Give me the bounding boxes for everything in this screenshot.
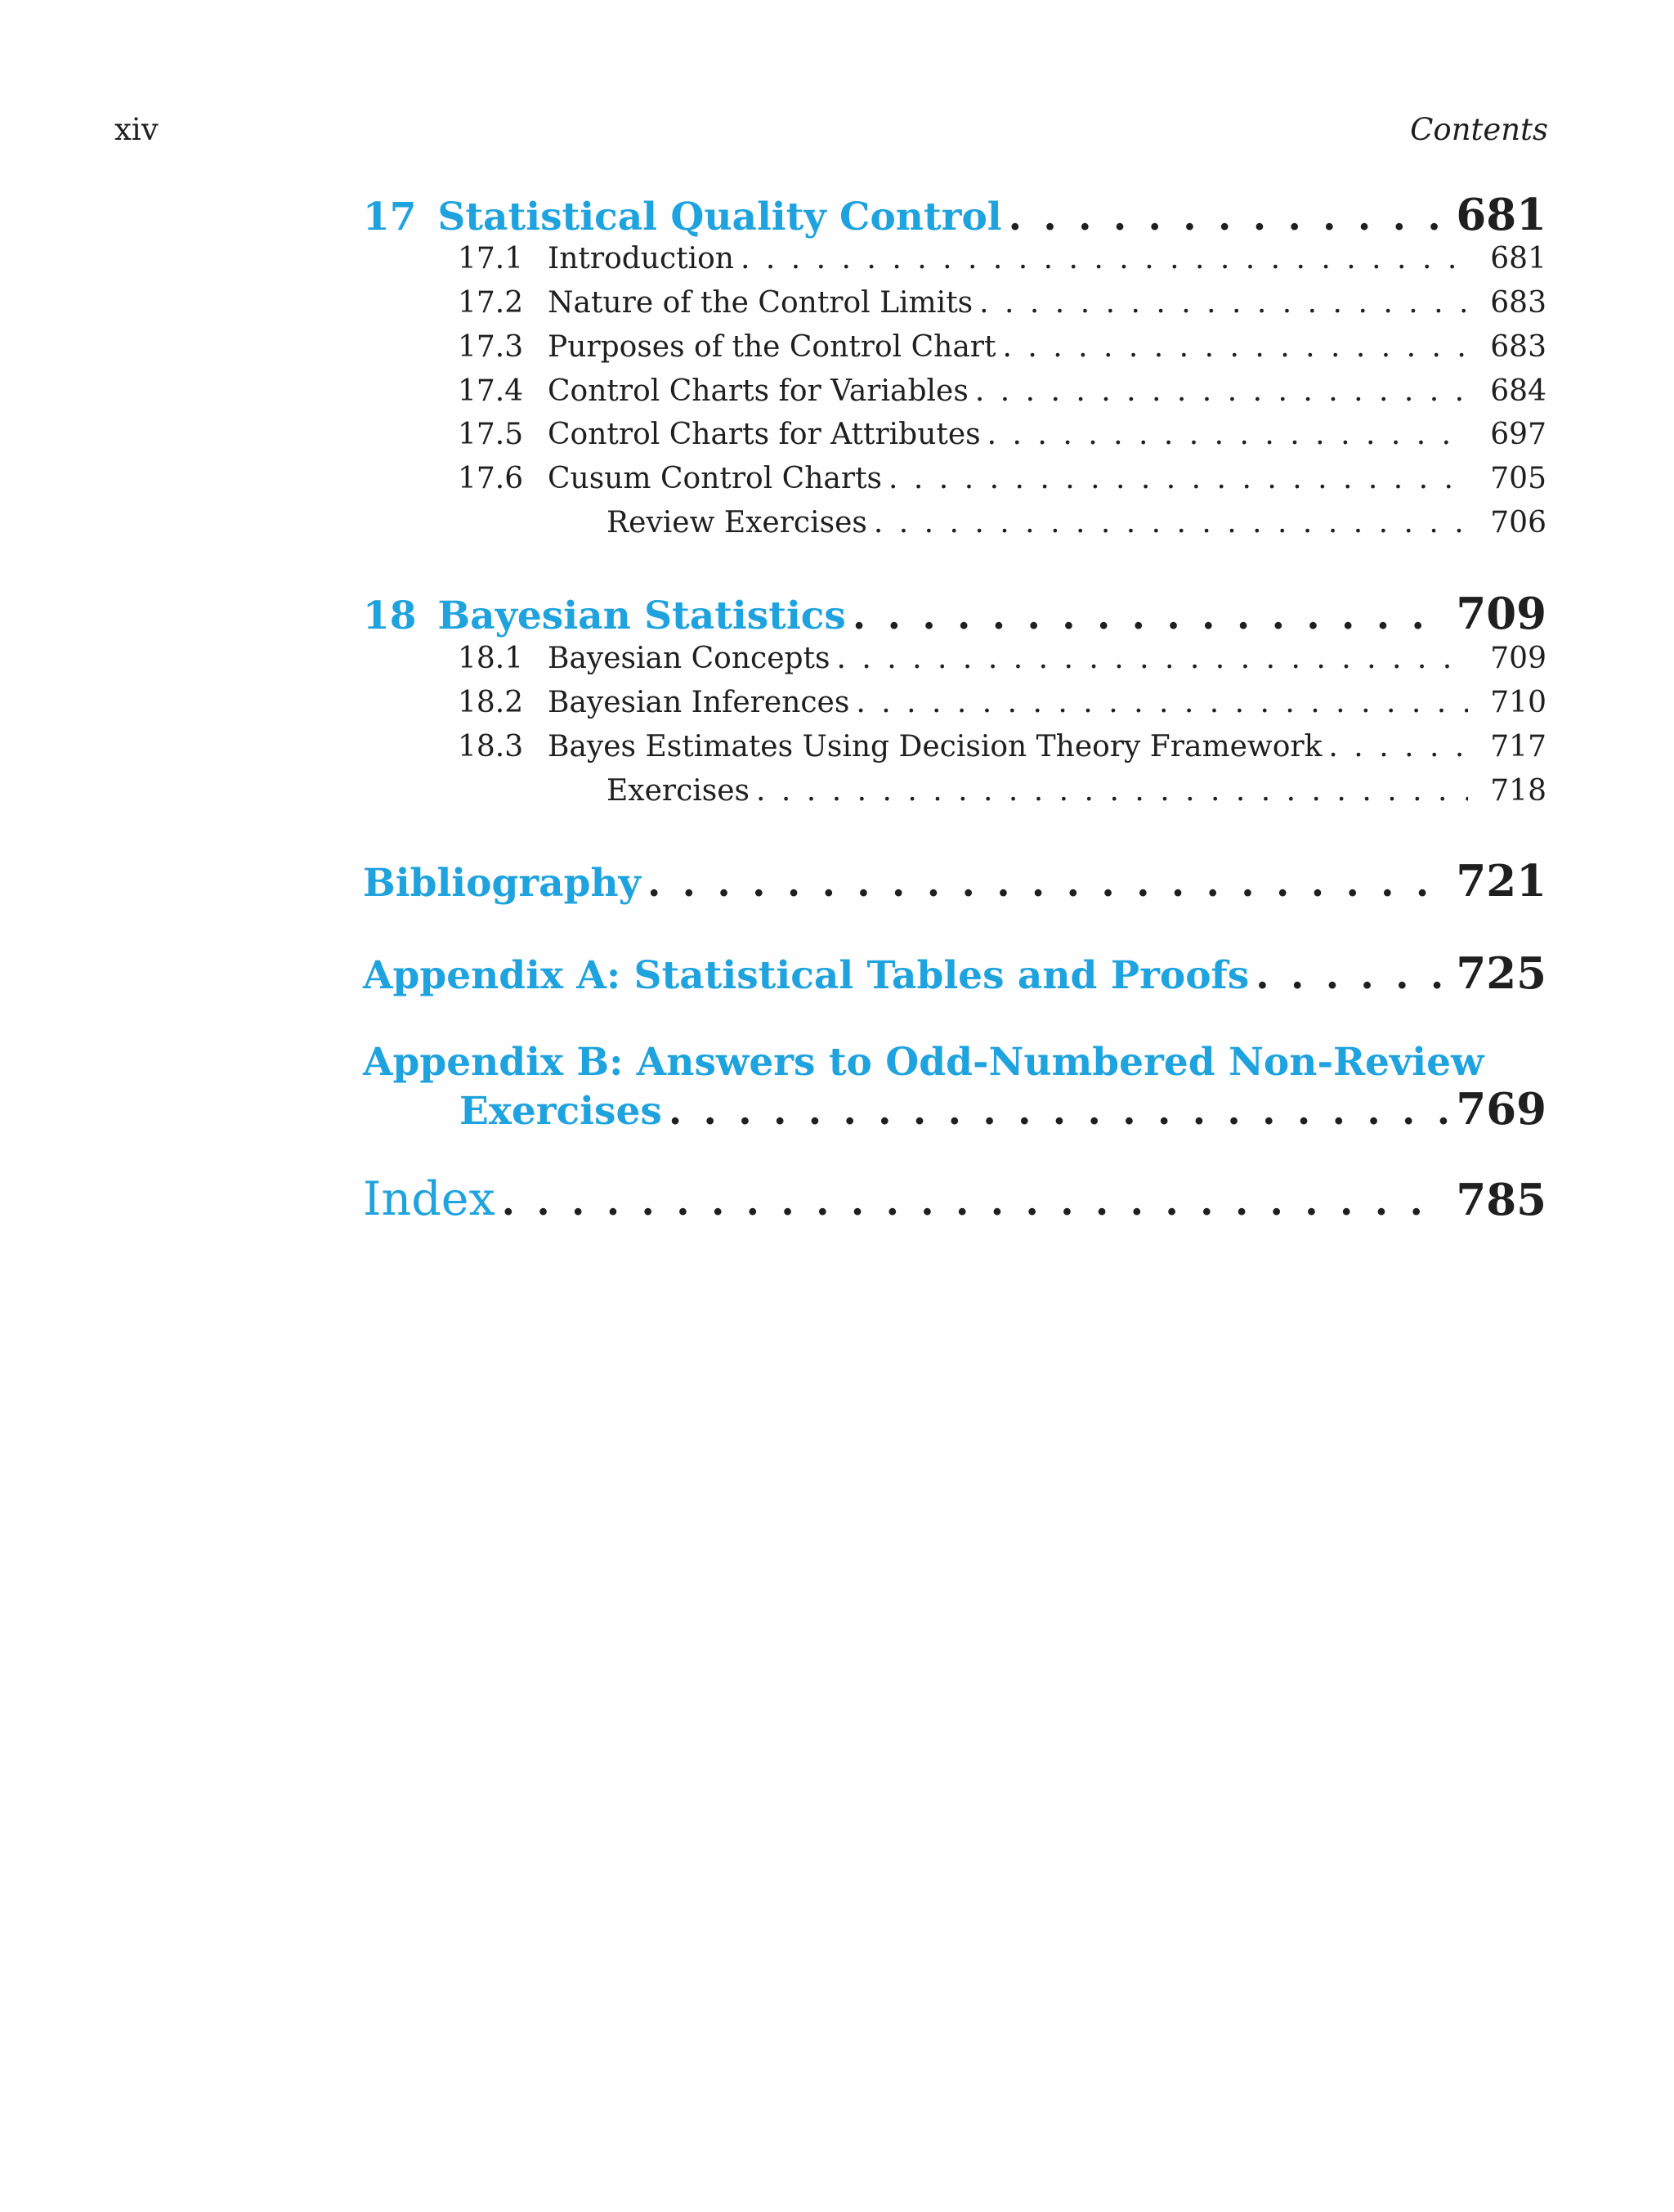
dot-leader <box>741 242 1468 275</box>
section-page: 697 <box>1490 418 1546 451</box>
running-title: Contents <box>1410 112 1548 147</box>
dot-leader <box>853 593 1448 638</box>
section-page: 681 <box>1490 242 1546 275</box>
chapter-page: 721 <box>1456 856 1546 907</box>
chapter-number: 18 <box>363 593 417 638</box>
chapter-title: Index <box>363 1172 495 1226</box>
section-page: 710 <box>1490 686 1546 719</box>
section-title: Bayesian Inferences <box>548 686 850 719</box>
section-page: 684 <box>1490 374 1546 408</box>
chapter-page: 725 <box>1456 948 1546 999</box>
section-page: 705 <box>1490 462 1546 495</box>
dot-leader <box>987 418 1468 451</box>
section-number: 17.1 <box>458 242 524 275</box>
section-title: Purposes of the Control Chart <box>548 330 996 364</box>
section-number: 18.3 <box>458 730 524 763</box>
dot-leader <box>856 686 1468 719</box>
chapter-page: 681 <box>1456 190 1546 240</box>
chapter-title: Bayesian Statistics <box>437 593 846 638</box>
toc-section-17-5[interactable] <box>363 418 1546 460</box>
page-number: xiv <box>114 112 159 147</box>
section-number: 17.6 <box>458 462 524 495</box>
dot-leader <box>647 861 1448 906</box>
section-title: Nature of the Control Limits <box>548 286 974 320</box>
chapter-page: 709 <box>1456 589 1546 639</box>
section-number: 17.2 <box>458 286 524 320</box>
section-title: Control Charts for Variables <box>548 374 969 408</box>
toc-section-18-3[interactable] <box>363 730 1546 772</box>
dot-leader <box>975 374 1468 408</box>
dot-leader <box>837 642 1469 675</box>
toc-appendix-a[interactable] <box>363 948 1546 1001</box>
chapter-title: Appendix A: Statistical Tables and Proofs <box>363 953 1250 998</box>
toc-section-17-4[interactable] <box>363 374 1546 417</box>
section-number: 17.4 <box>458 374 524 408</box>
section-page: 706 <box>1490 506 1546 540</box>
dot-leader <box>1328 730 1468 763</box>
section-page: 683 <box>1490 330 1546 364</box>
toc-bibliography[interactable] <box>363 856 1546 908</box>
toc-appendix-b[interactable] <box>363 1084 1546 1136</box>
chapter-title: Statistical Quality Control <box>437 195 1002 240</box>
chapter-page: 785 <box>1456 1175 1546 1225</box>
section-title: Bayes Estimates Using Decision Theory Framework <box>548 730 1323 763</box>
dot-leader <box>1009 195 1448 240</box>
chapter-number: 17 <box>363 195 417 240</box>
section-page: 717 <box>1490 730 1546 763</box>
section-title: Cusum Control Charts <box>548 462 883 495</box>
section-page: 709 <box>1490 642 1546 675</box>
toc-section-17-6[interactable] <box>363 462 1546 504</box>
toc-index[interactable] <box>363 1172 1546 1225</box>
dot-leader <box>888 462 1468 495</box>
toc-chapter-18[interactable] <box>363 589 1546 641</box>
section-title: Bayesian Concepts <box>548 642 830 675</box>
toc-exercises-18[interactable] <box>363 774 1546 817</box>
section-number: 18.2 <box>458 686 524 719</box>
toc-section-18-2[interactable] <box>363 686 1546 728</box>
dot-leader <box>669 1089 1448 1134</box>
section-page: 718 <box>1490 774 1546 808</box>
section-title: Review Exercises <box>606 506 867 540</box>
toc-section-17-2[interactable] <box>363 286 1546 329</box>
toc-chapter-17[interactable] <box>363 190 1546 242</box>
toc-appendix-b-title[interactable]: Appendix B: Answers to Odd-Numbered Non-Review <box>363 1040 1484 1085</box>
chapter-page: 769 <box>1456 1084 1546 1135</box>
toc-review-exercises-17[interactable] <box>363 506 1546 549</box>
chapter-title: Exercises <box>459 1089 662 1134</box>
section-number: 17.3 <box>458 330 524 364</box>
dot-leader <box>1002 330 1468 364</box>
section-title: Control Charts for Attributes <box>548 418 981 451</box>
dot-leader <box>1256 953 1448 998</box>
section-title: Introduction <box>548 242 734 275</box>
section-page: 683 <box>1490 286 1546 320</box>
section-title: Exercises <box>606 774 750 808</box>
toc-section-18-1[interactable] <box>363 642 1546 684</box>
section-number: 18.1 <box>458 642 524 675</box>
section-number: 17.5 <box>458 418 524 451</box>
dot-leader <box>874 506 1468 540</box>
toc-section-17-3[interactable] <box>363 330 1546 373</box>
running-head <box>114 110 1548 150</box>
chapter-title: Bibliography <box>363 861 641 906</box>
dot-leader <box>502 1180 1448 1225</box>
toc-section-17-1[interactable] <box>363 242 1546 284</box>
dot-leader <box>756 774 1468 808</box>
dot-leader <box>979 286 1468 320</box>
